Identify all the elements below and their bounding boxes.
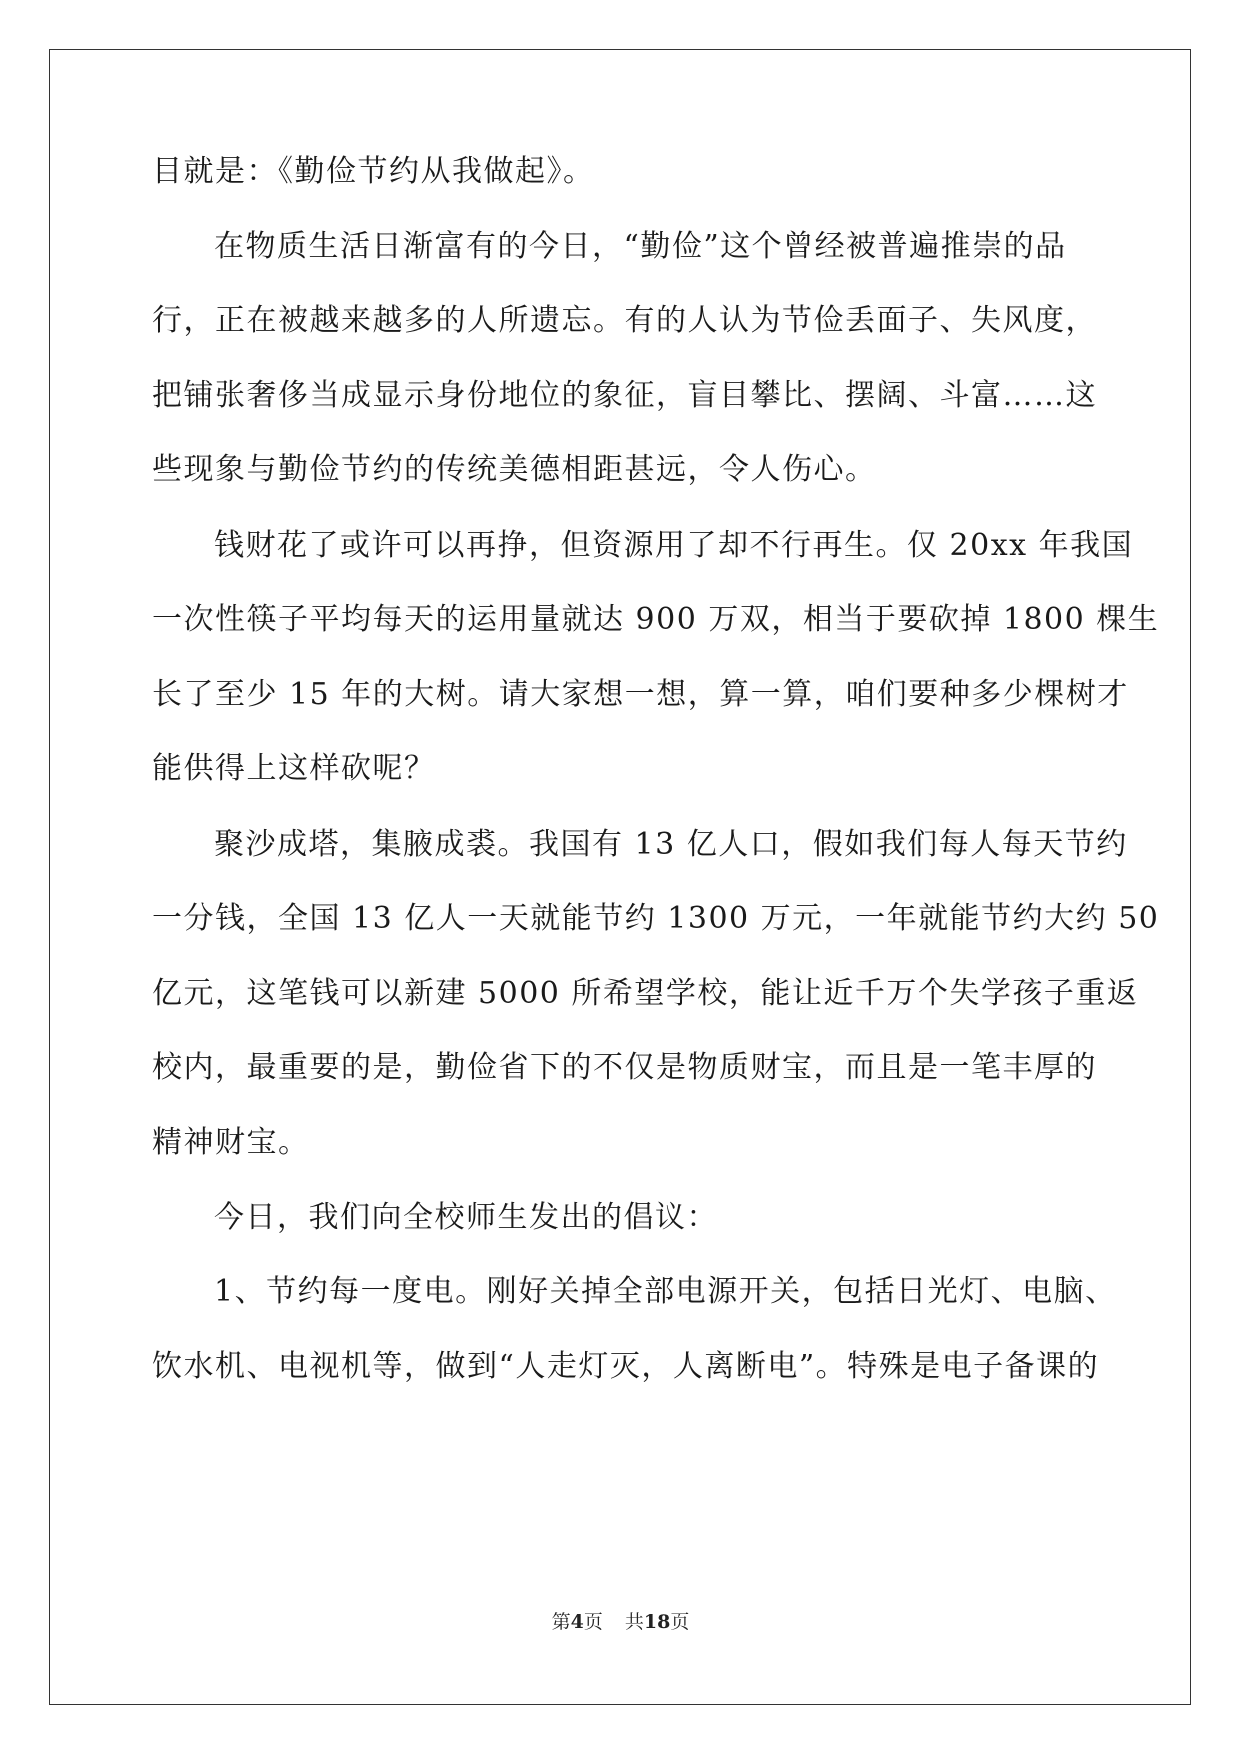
paragraph-line: 今日，我们向全校师生发出的倡议：	[214, 1200, 718, 1235]
total-label-suffix: 页	[670, 1611, 690, 1633]
page-label-prefix: 第	[551, 1611, 571, 1633]
paragraph-line: 校内，最重要的是，勤俭省下的不仅是物质财宝，而且是一笔丰厚的	[152, 1050, 1097, 1085]
paragraph-line: 1、节约每一度电。刚好关掉全部电源开关，包括日光灯、电脑、	[214, 1274, 1117, 1309]
paragraph-line: 一分钱，全国 13 亿人一天就能节约 1300 万元，一年就能节约大约 50	[152, 901, 1160, 936]
paragraph-line: 把铺张奢侈当成显示身份地位的象征，盲目攀比、摆阔、斗富……这	[152, 378, 1097, 413]
page-number: 4	[570, 1611, 584, 1633]
paragraph-line: 聚沙成塔，集腋成裘。我国有 13 亿人口，假如我们每人每天节约	[214, 827, 1128, 862]
paragraph-line: 精神财宝。	[152, 1125, 310, 1160]
paragraph-line: 一次性筷子平均每天的运用量就达 900 万双，相当于要砍掉 1800 棵生	[152, 602, 1160, 637]
total-label-prefix: 共	[624, 1611, 644, 1633]
page-border	[49, 49, 1191, 1705]
paragraph-line: 饮水机、电视机等，做到“人走灯灭，人离断电”。特殊是电子备课的	[152, 1349, 1100, 1384]
paragraph-line: 在物质生活日渐富有的今日，“勤俭”这个曾经被普遍推崇的品	[214, 229, 1067, 264]
paragraph-line: 长了至少 15 年的大树。请大家想一想，算一算，咱们要种多少棵树才	[152, 677, 1129, 712]
paragraph-line: 目就是：《勤俭节约从我做起》。	[152, 154, 595, 189]
paragraph-line: 亿元，这笔钱可以新建 5000 所希望学校，能让近千万个失学孩子重返	[152, 976, 1139, 1011]
paragraph-line: 钱财花了或许可以再挣，但资源用了却不行再生。仅 20xx 年我国	[214, 528, 1134, 563]
total-pages: 18	[643, 1611, 671, 1633]
page-footer	[0, 1610, 1241, 1634]
page-label-suffix: 页	[583, 1611, 603, 1633]
paragraph-line: 些现象与勤俭节约的传统美德相距甚远，令人伤心。	[152, 452, 877, 487]
paragraph-line: 能供得上这样砍呢？	[152, 751, 436, 786]
paragraph-line: 行，正在被越来越多的人所遗忘。有的人认为节俭丢面子、失风度，	[152, 303, 1097, 338]
